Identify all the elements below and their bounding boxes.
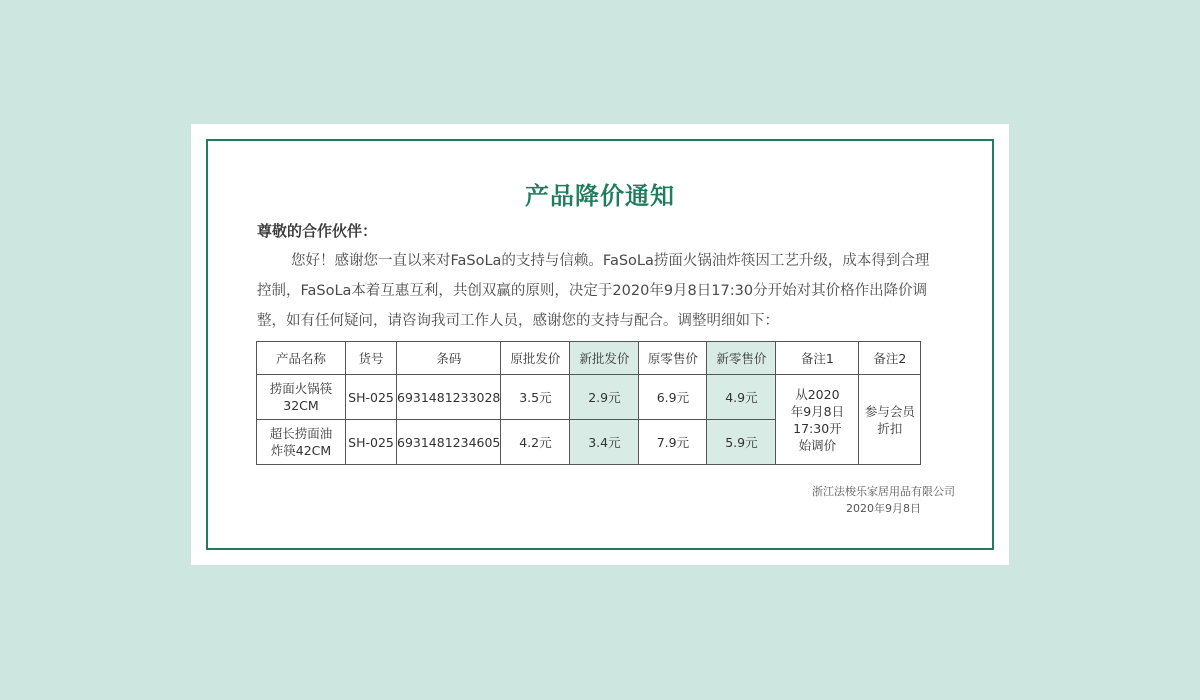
note1-text: 从2020年9月8日17:30开始调价: [790, 386, 845, 453]
cell-old-wholesale: 4.2元: [501, 420, 570, 465]
cell-product-name: [257, 375, 346, 420]
notice-card: [191, 124, 1009, 565]
header-old-retail: 原零售价: [639, 342, 707, 375]
header-old-wholesale: 原批发价: [501, 342, 570, 375]
header-note1: 备注1: [776, 342, 859, 375]
table-row: [257, 375, 921, 420]
cell-note1: [776, 375, 859, 465]
cell-sku: SH-025: [346, 375, 397, 420]
header-new-wholesale: 新批发价: [570, 342, 639, 375]
notice-date: 2020年9月8日: [846, 502, 921, 515]
header-sku: 货号: [346, 342, 397, 375]
company-name: 浙江法梭乐家居用品有限公司: [812, 485, 955, 498]
cell-old-retail: 7.9元: [639, 420, 707, 465]
cell-new-wholesale: 3.4元: [570, 420, 639, 465]
header-product-name: 产品名称: [257, 342, 346, 375]
cell-barcode: 6931481234605: [397, 420, 501, 465]
header-barcode: 条码: [397, 342, 501, 375]
cell-new-retail: 5.9元: [707, 420, 776, 465]
cell-product-name: [257, 420, 346, 465]
cell-barcode: 6931481233028: [397, 375, 501, 420]
product-name-text: 捞面火锅筷32CM: [269, 381, 333, 413]
notice-body: 您好！感谢您一直以来对FaSoLa的支持与信赖。FaSoLa捞面火锅油炸筷因工艺升级，成本得到合理控制，FaSoLa本着互惠互利，共创双赢的原则，决定于2020年9月8日17:30分开始对其价格作出降价调整，如有任何疑问，请咨询我司工作人员，感谢您的支持与配合。调整明细如下：: [257, 253, 930, 329]
cell-note2: [859, 375, 921, 465]
header-note2: 备注2: [859, 342, 921, 375]
greeting: 尊敬的合作伙伴：: [257, 222, 378, 240]
header-new-retail: 新零售价: [707, 342, 776, 375]
notice-footer: [812, 483, 955, 517]
notice-title: 产品降价通知: [525, 182, 675, 210]
cell-old-wholesale: 3.5元: [501, 375, 570, 420]
cell-new-retail: 4.9元: [707, 375, 776, 420]
cell-sku: SH-025: [346, 420, 397, 465]
cell-old-retail: 6.9元: [639, 375, 707, 420]
price-adjustment-table: [256, 341, 921, 465]
cell-new-wholesale: 2.9元: [570, 375, 639, 420]
note2-text: 参与会员折扣: [864, 403, 915, 436]
product-name-text: 超长捞面油炸筷42CM: [269, 426, 333, 458]
table-header-row: [257, 342, 921, 375]
